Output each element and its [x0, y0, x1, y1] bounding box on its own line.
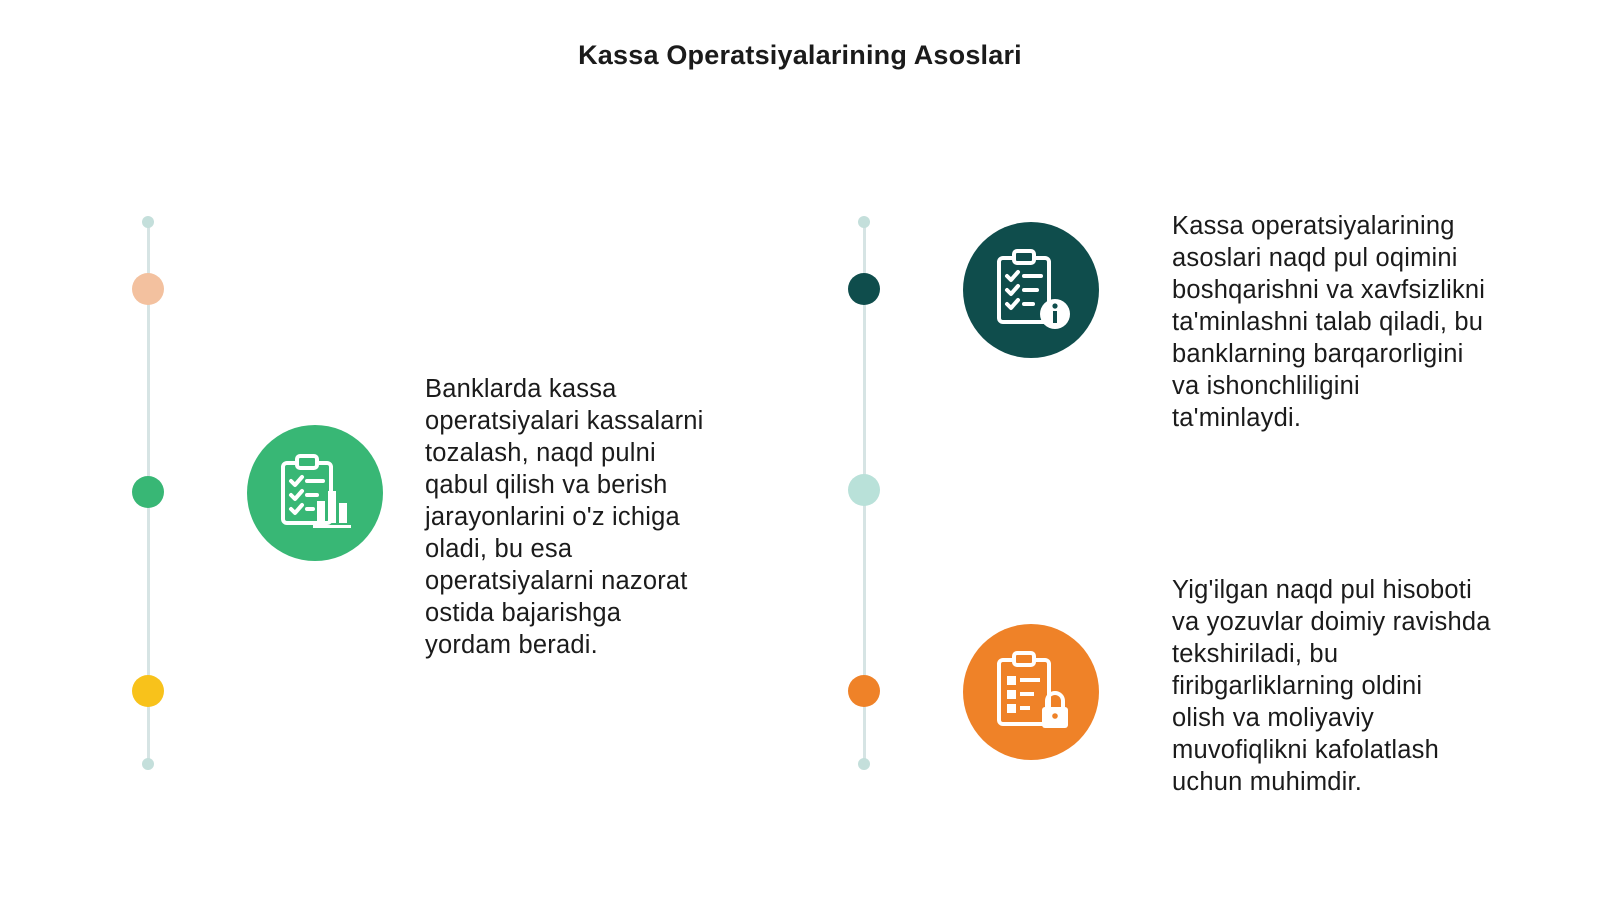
item-text-cash-flow: Kassa operatsiyalarining asoslari naqd pul oqimini boshqarishni va xavfsizlikni ta'minlashni talab qiladi, bu banklarning barqarorligini va ishonchliligini ta'minlaydi.	[1172, 212, 1486, 432]
item-text-cash-report: Yig'ilgan naqd pul hisoboti va yozuvlar doimiy ravishda tekshiriladi, bu firibgarliklarning oldini olish va moliyaviy muvofiqlikni kafolatlash uchun muhimdir.	[1172, 576, 1491, 796]
timeline-node-yellow	[132, 675, 164, 707]
right-timeline-top-end-dot	[858, 216, 870, 228]
clipboard-info-badge	[963, 222, 1099, 358]
page-title: Kassa Operatsiyalarining Asoslari	[578, 40, 1022, 70]
right-timeline-bottom-end-dot	[858, 758, 870, 770]
timeline-node-dark-teal	[848, 273, 880, 305]
left-timeline-bottom-end-dot	[142, 758, 154, 770]
timeline-node-peach	[132, 273, 164, 305]
clipboard-chart-badge	[247, 425, 383, 561]
clipboard-lock-badge	[963, 624, 1099, 760]
clipboard-info-icon	[963, 222, 1099, 358]
timeline-node-mint	[848, 474, 880, 506]
timeline-node-orange	[848, 675, 880, 707]
timeline-node-green	[132, 476, 164, 508]
left-timeline-top-end-dot	[142, 216, 154, 228]
clipboard-chart-icon	[247, 425, 383, 561]
item-text-cash-operations: Banklarda kassa operatsiyalari kassalarni tozalash, naqd pulni qabul qilish va berish jarayonlarini o'z ichiga oladi, bu esa operatsiyalarni nazorat ostida bajarishga yordam beradi.	[425, 375, 704, 659]
clipboard-lock-icon	[963, 624, 1099, 760]
